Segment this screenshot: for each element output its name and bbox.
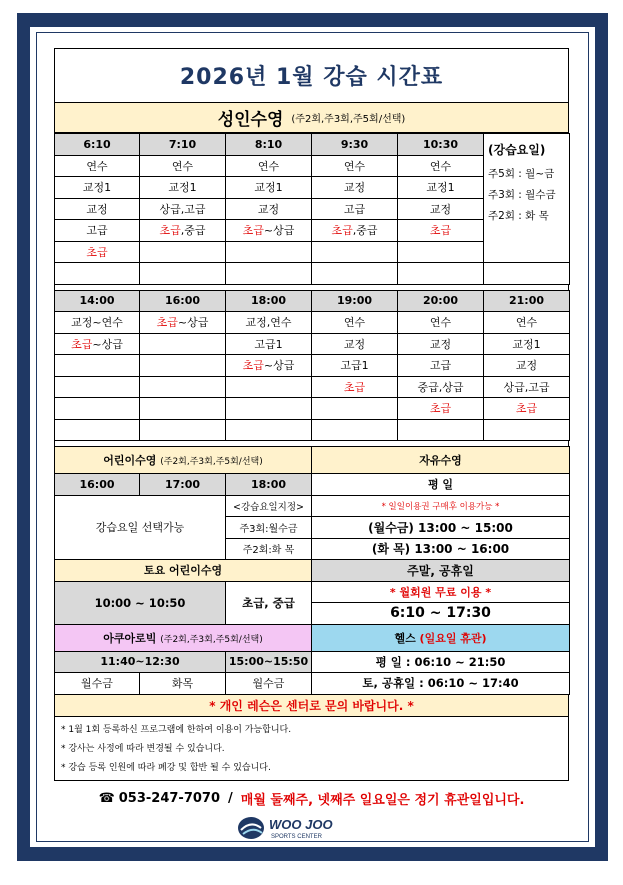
kids-heading: 어린이수영 xyxy=(103,454,157,467)
saturday-kids-header: 토요 어린이수영 xyxy=(55,560,312,582)
class-red: 초급 xyxy=(159,224,181,238)
class-cell xyxy=(312,398,398,420)
class-cell: 초급 xyxy=(312,376,398,398)
kids-note: 강습요일 선택가능 xyxy=(55,495,226,560)
class-red: 초급 xyxy=(71,337,93,351)
kids-days-item: 주2회:화 목 xyxy=(226,538,312,560)
lower-table xyxy=(54,446,570,695)
adult-evening-table xyxy=(54,290,570,442)
class-cell: 고급1 xyxy=(312,355,398,377)
class-cell xyxy=(55,398,140,420)
time-header: 16:00 xyxy=(55,474,140,496)
logo-mark-icon xyxy=(237,814,387,842)
class-cell xyxy=(226,376,312,398)
class-cell: 고급1 xyxy=(226,333,312,355)
class-cell xyxy=(140,376,226,398)
class-cell xyxy=(55,263,140,285)
class-cell: 교정 xyxy=(226,198,312,220)
class-cell xyxy=(226,263,312,285)
saturday-kids-time: 10:00 ~ 10:50 xyxy=(55,581,226,624)
class-cell xyxy=(226,419,312,441)
class-cell xyxy=(140,419,226,441)
class-text: ,중급 xyxy=(352,224,378,238)
adult-section-header xyxy=(54,103,569,133)
class-cell: 연수 xyxy=(312,312,398,334)
note-item: * 강사는 사정에 따라 변경될 수 있습니다. xyxy=(61,743,225,754)
health-sub: (일요일 휴관) xyxy=(419,631,487,645)
free-weekend-time: 6:10 ~ 17:30 xyxy=(312,603,570,625)
closing-message: 매월 둘째주, 넷째주 일요일은 정기 휴관일입니다. xyxy=(240,792,525,808)
free-weekday-time: (화 목) 13:00 ~ 16:00 xyxy=(312,538,570,560)
class-cell: 고급 xyxy=(55,220,140,242)
adult-morning-table xyxy=(54,133,570,285)
class-days-item: 주3회 : 월수금 xyxy=(488,189,556,201)
aqua-heading: 아쿠아로빅 xyxy=(103,631,157,645)
time-header: 11:40~12:30 xyxy=(55,651,226,673)
class-days-title: (강습요일) xyxy=(488,143,546,157)
class-days-item: 주2회 : 화 목 xyxy=(488,210,549,222)
class-cell: 초급 xyxy=(398,398,484,420)
class-cell xyxy=(312,263,398,285)
class-cell: 상급,고급 xyxy=(484,376,570,398)
class-days-item: 주5회 : 월~금 xyxy=(488,168,555,180)
time-header: 16:00 xyxy=(140,290,226,312)
logo-sub: SPORTS CENTER xyxy=(270,833,322,840)
page-title: 2026년 1월 강습 시간표 xyxy=(54,48,569,103)
class-cell xyxy=(55,355,140,377)
time-header: 20:00 xyxy=(398,290,484,312)
time-header: 18:00 xyxy=(226,290,312,312)
class-cell: 교정1 xyxy=(55,177,140,199)
free-weekday-note: * 일일이용권 구매후 이용가능 * xyxy=(312,495,570,517)
time-header: 18:00 xyxy=(226,474,312,496)
class-text: ,중급 xyxy=(180,224,206,238)
class-cell: 중급,상급 xyxy=(398,376,484,398)
class-cell: 연수 xyxy=(398,155,484,177)
class-cell xyxy=(140,263,226,285)
class-cell xyxy=(140,333,226,355)
class-text: ~상급 xyxy=(92,337,123,351)
note-item: * 강습 등록 인원에 따라 폐강 및 합반 될 수 있습니다. xyxy=(61,762,271,773)
class-cell xyxy=(140,220,226,242)
class-cell xyxy=(140,241,226,263)
class-red: 초급 xyxy=(242,224,264,238)
time-header: 17:00 xyxy=(140,474,226,496)
class-cell: 연수 xyxy=(312,155,398,177)
aqua-days: 화목 xyxy=(140,673,226,695)
free-weekend-note: * 월회원 무료 이용 * xyxy=(312,581,570,603)
aqua-header xyxy=(55,624,312,651)
kids-header xyxy=(55,447,312,474)
class-cell xyxy=(398,263,484,285)
class-red: 초급 xyxy=(86,245,108,259)
adult-sub: (주2회,주3회,주5회/선택) xyxy=(291,114,406,125)
time-header: 10:30 xyxy=(398,134,484,156)
class-cell xyxy=(226,398,312,420)
class-cell: 교정~연수 xyxy=(55,312,140,334)
class-cell xyxy=(484,263,570,285)
free-weekday-time: (월수금) 13:00 ~ 15:00 xyxy=(312,517,570,539)
class-cell: 연수 xyxy=(55,155,140,177)
notes-box xyxy=(54,717,569,781)
time-header: 9:30 xyxy=(312,134,398,156)
class-cell: 교정 xyxy=(398,333,484,355)
class-cell xyxy=(55,376,140,398)
time-header: 7:10 xyxy=(140,134,226,156)
health-heading: 헬스 xyxy=(394,631,416,645)
class-cell xyxy=(398,241,484,263)
phone-number: 053-247-7070 xyxy=(118,790,221,806)
kids-days-title: <강습요일지정> xyxy=(226,495,312,517)
class-cell: 연수 xyxy=(484,312,570,334)
class-cell xyxy=(226,355,312,377)
health-weekday: 평 일 : 06:10 ~ 21:50 xyxy=(312,651,570,673)
class-text: ~상급 xyxy=(177,316,209,330)
saturday-kids-level: 초급, 중급 xyxy=(226,581,312,624)
class-cell xyxy=(398,220,484,242)
class-cell: 초급 xyxy=(484,398,570,420)
free-swim-header: 자유수영 xyxy=(312,447,570,474)
class-cell xyxy=(55,333,140,355)
free-weekday-label: 평 일 xyxy=(312,474,570,496)
schedule-sheet xyxy=(54,48,569,842)
class-days-cell xyxy=(484,134,570,263)
footer-slash: / xyxy=(228,790,233,806)
class-cell xyxy=(140,312,226,334)
class-cell: 교정 xyxy=(398,198,484,220)
class-cell: 교정1 xyxy=(226,177,312,199)
class-cell xyxy=(312,419,398,441)
phone-icon: ☎ xyxy=(98,790,115,806)
class-cell: 교정,연수 xyxy=(226,312,312,334)
class-cell xyxy=(140,398,226,420)
note-item: * 1월 1회 등록하신 프로그램에 한하여 이용이 가능합니다. xyxy=(61,724,292,735)
class-cell: 교정1 xyxy=(398,177,484,199)
class-text: ~상급 xyxy=(263,224,295,238)
time-header: 8:10 xyxy=(226,134,312,156)
lesson-notice: * 개인 레슨은 센터로 문의 바랍니다. * xyxy=(54,695,569,717)
class-cell xyxy=(140,355,226,377)
time-header: 6:10 xyxy=(55,134,140,156)
aqua-sub: (주2회,주3회,주5회/선택) xyxy=(160,634,263,645)
class-cell: 교정 xyxy=(484,355,570,377)
class-cell xyxy=(484,419,570,441)
class-cell xyxy=(226,241,312,263)
class-red: 초급 xyxy=(156,316,178,330)
class-cell: 연수 xyxy=(398,312,484,334)
footer xyxy=(54,789,569,808)
class-cell: 연수 xyxy=(226,155,312,177)
class-cell: 교정 xyxy=(312,333,398,355)
adult-heading: 성인수영 xyxy=(217,110,284,130)
aqua-days: 월수금 xyxy=(226,673,312,695)
class-cell xyxy=(312,241,398,263)
class-red: 초급 xyxy=(429,224,452,238)
kids-days-item: 주3회:월수금 xyxy=(226,517,312,539)
class-red: 초급 xyxy=(242,359,264,373)
logo-text: WOO JOO xyxy=(268,816,333,832)
class-cell: 상급,고급 xyxy=(140,198,226,220)
class-cell xyxy=(226,220,312,242)
class-cell xyxy=(55,241,140,263)
class-cell xyxy=(55,419,140,441)
health-header xyxy=(312,624,570,651)
class-cell: 연수 xyxy=(140,155,226,177)
time-header: 15:00~15:50 xyxy=(226,651,312,673)
center-logo xyxy=(54,814,569,842)
class-cell xyxy=(312,220,398,242)
class-cell: 고급 xyxy=(398,355,484,377)
health-weekend: 토, 공휴일 : 06:10 ~ 17:40 xyxy=(312,673,570,695)
time-header: 14:00 xyxy=(55,290,140,312)
class-text: ~상급 xyxy=(263,359,295,373)
free-weekend-label: 주말, 공휴일 xyxy=(312,560,570,582)
class-red: 초급 xyxy=(331,224,353,238)
class-cell: 교정 xyxy=(312,177,398,199)
aqua-days: 월수금 xyxy=(55,673,140,695)
class-cell: 고급 xyxy=(312,198,398,220)
class-cell xyxy=(398,419,484,441)
time-header: 21:00 xyxy=(484,290,570,312)
class-cell: 교정 xyxy=(55,198,140,220)
class-cell: 교정1 xyxy=(484,333,570,355)
time-header: 19:00 xyxy=(312,290,398,312)
kids-sub: (주2회,주3회,주5회/선택) xyxy=(160,457,263,467)
class-cell: 교정1 xyxy=(140,177,226,199)
